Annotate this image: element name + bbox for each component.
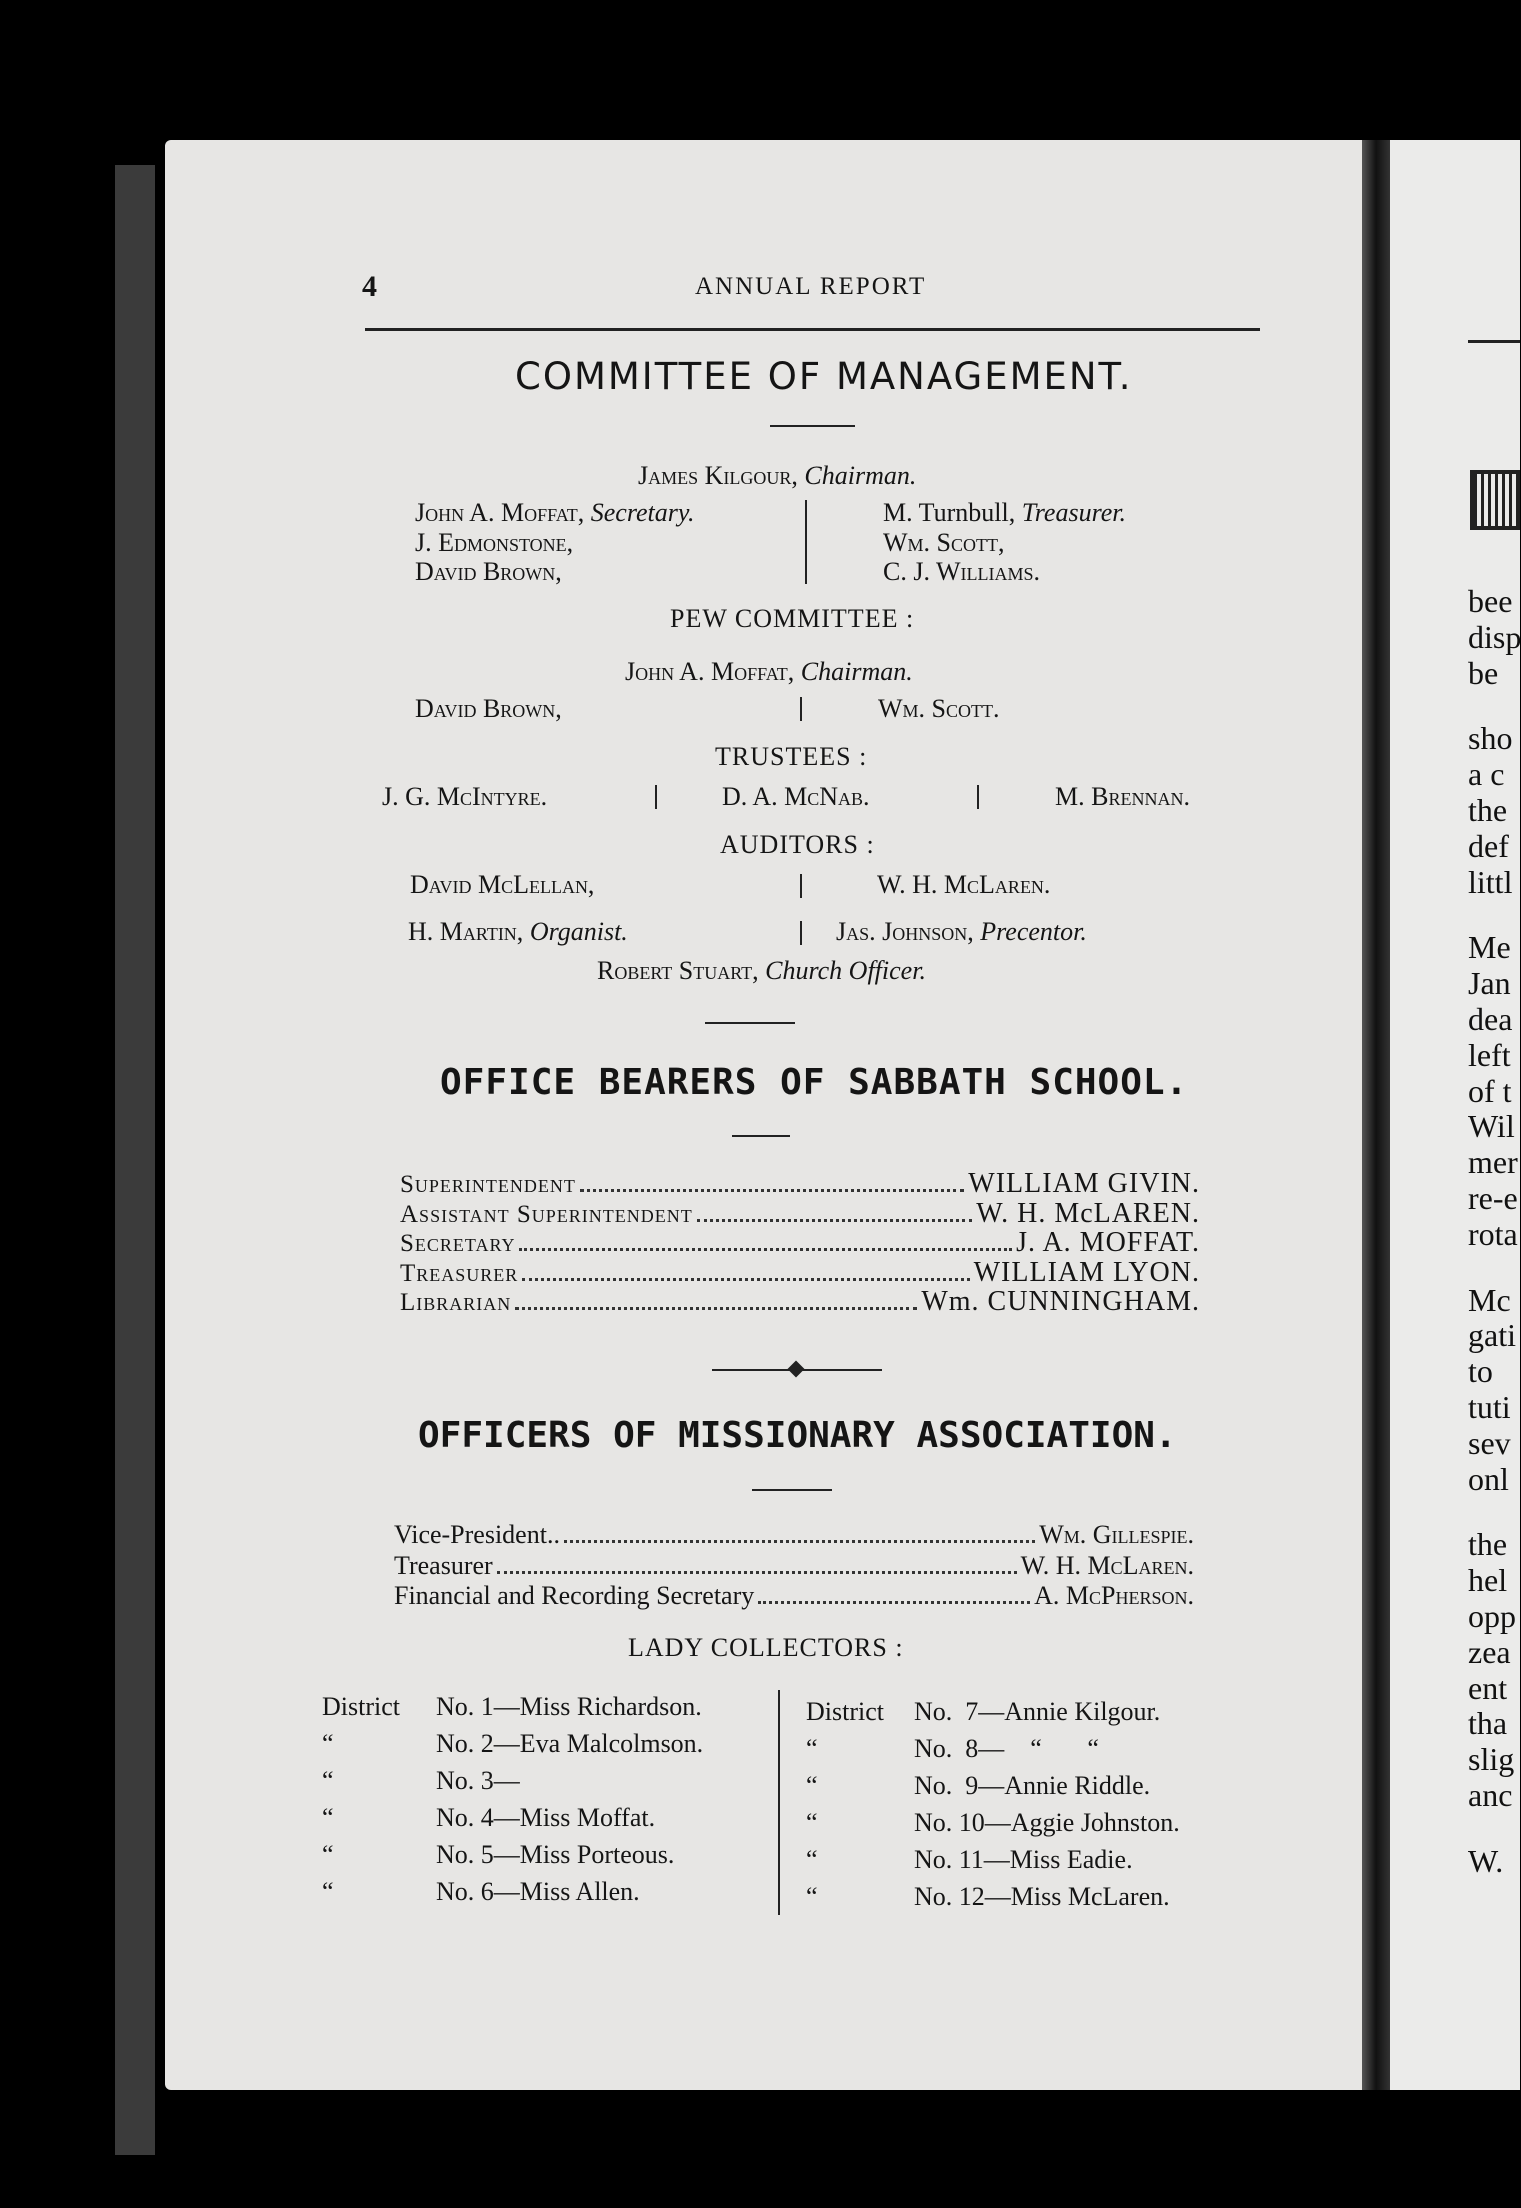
facing-page-line: the: [1468, 1526, 1508, 1563]
district-collector: No. 12—Miss McLaren.: [914, 1882, 1170, 1911]
secretary-name: John A. Moffat: [415, 498, 578, 527]
facing-page-line: a c: [1468, 756, 1505, 793]
column-divider: [800, 697, 802, 721]
pew-committee-title: PEW COMMITTEE :: [670, 604, 915, 633]
organist-name: H. Martin,: [408, 917, 524, 946]
auditors-title: AUDITORS :: [720, 830, 875, 859]
facing-page-line: Jan: [1468, 965, 1511, 1002]
district-collector: No. 9—Annie Riddle.: [914, 1771, 1151, 1800]
sabbath-row: [400, 1168, 1200, 1198]
office-label: Secretary: [400, 1230, 516, 1257]
sabbath-school-title: OFFICE BEARERS OF SABBATH SCHOOL.: [440, 1062, 1189, 1103]
dot-leader: [564, 1540, 1035, 1543]
district-row: [322, 1803, 703, 1840]
committee-member: Wm. Scott,: [883, 528, 1005, 557]
drop-cap: [1470, 470, 1520, 530]
district-mark: “: [806, 1808, 818, 1837]
short-rule: [770, 425, 855, 427]
facing-page-line: mer: [1468, 1144, 1518, 1181]
district-collector: No. 7—Annie Kilgour.: [914, 1697, 1161, 1726]
facing-page-line: anc: [1468, 1777, 1513, 1813]
office-holder: A. McPherson.: [1034, 1581, 1194, 1610]
short-rule: [732, 1135, 790, 1137]
facing-page-line: disp: [1468, 618, 1521, 655]
trustee-name: J. G. McIntyre.: [382, 782, 548, 811]
chairman-name: James Kilgour: [638, 461, 792, 490]
church-officer: [597, 956, 926, 986]
facing-page-line: W.: [1468, 1842, 1504, 1879]
short-rule: [705, 1022, 795, 1024]
pew-chairman-role: Chairman.: [800, 657, 913, 686]
facing-page-line: the: [1468, 792, 1508, 828]
book-gutter: [1362, 140, 1390, 2090]
district-row: [322, 1692, 703, 1729]
facing-page-line: dea: [1468, 1001, 1513, 1037]
dot-leader: [697, 1219, 973, 1222]
missionary-row: [394, 1581, 1194, 1612]
district-collector: No. 6—Miss Allen.: [436, 1877, 640, 1906]
pew-chairman-name: John A. Moffat,: [625, 657, 795, 686]
column-divider: [800, 921, 802, 945]
missionary-row: [394, 1520, 1194, 1551]
pew-member: Wm. Scott.: [878, 694, 1000, 723]
dot-leader: [515, 1307, 917, 1310]
office-holder: W. H. McLaren.: [1020, 1550, 1194, 1580]
treasurer-role: Treasurer.: [1021, 498, 1127, 527]
office-label: Superintendent: [400, 1171, 576, 1198]
facing-page-line: Mc: [1468, 1281, 1511, 1318]
facing-page-line: zea: [1468, 1633, 1511, 1670]
organist-role: Organist.: [529, 917, 628, 946]
auditor-name: David McLellan,: [410, 870, 595, 899]
missionary-row: [394, 1551, 1194, 1582]
district-mark: “: [806, 1882, 818, 1911]
sabbath-row: [400, 1227, 1200, 1257]
facing-page-line: onl: [1468, 1460, 1509, 1497]
sabbath-row: [400, 1257, 1200, 1287]
precentor-role: Precentor.: [980, 917, 1087, 946]
district-row: [806, 1808, 1180, 1845]
district-collector: No. 4—Miss Moffat.: [436, 1803, 656, 1832]
district-mark: “: [322, 1729, 334, 1758]
office-label: Financial and Recording Secretary: [394, 1581, 755, 1610]
office-holder: J. A. MOFFAT.: [1016, 1227, 1200, 1258]
district-mark: “: [322, 1877, 334, 1906]
dot-leader: [497, 1571, 1017, 1574]
committee-member: J. Edmonstone,: [415, 528, 574, 557]
committee-treasurer: M. Turnbull, Treasurer.: [883, 498, 1127, 527]
organist: [408, 917, 628, 947]
dot-leader: [522, 1278, 969, 1281]
facing-page-line: re-e: [1468, 1180, 1518, 1216]
district-mark: District: [322, 1692, 400, 1721]
district-row: [806, 1697, 1180, 1734]
district-mark: “: [806, 1845, 818, 1874]
facing-page-line: slig: [1468, 1741, 1515, 1778]
office-label: Vice-President..: [394, 1520, 560, 1549]
auditor-name: W. H. McLaren.: [877, 870, 1051, 899]
office-holder: WILLIAM GIVIN.: [968, 1168, 1200, 1199]
trustees-title: TRUSTEES :: [715, 742, 868, 771]
committee-member: David Brown,: [415, 557, 562, 586]
office-holder: Wm. CUNNINGHAM.: [921, 1286, 1200, 1317]
district-mark: District: [806, 1697, 884, 1726]
facing-page-line: gati: [1468, 1317, 1516, 1354]
committee-member: C. J. Williams.: [883, 557, 1041, 586]
district-list-left: [322, 1692, 703, 1914]
district-mark: “: [806, 1734, 818, 1763]
facing-page-line: sho: [1468, 720, 1513, 757]
facing-page-line: of t: [1468, 1072, 1512, 1109]
facing-page-line: opp: [1468, 1598, 1516, 1634]
district-row: [322, 1766, 703, 1803]
column-divider: [977, 785, 979, 809]
sabbath-school-list: [400, 1168, 1200, 1316]
committee-secretary: John A. Moffat, Secretary.: [415, 498, 695, 527]
column-divider: [655, 785, 657, 809]
facing-page-line: Wil: [1468, 1108, 1515, 1145]
missionary-list: [394, 1520, 1194, 1612]
district-row: [322, 1840, 703, 1877]
short-rule: [752, 1489, 832, 1491]
page-number: 4: [362, 270, 377, 303]
facing-page-line: littl: [1468, 863, 1513, 900]
chairman-role: Chairman.: [804, 461, 917, 490]
treasurer-name: M. Turnbull: [883, 498, 1009, 527]
facing-page-rule: [1468, 340, 1520, 343]
district-mark: “: [322, 1840, 334, 1869]
district-row: [322, 1877, 703, 1914]
sabbath-row: [400, 1286, 1200, 1316]
precentor-name: Jas. Johnson,: [836, 917, 974, 946]
facing-page-line: tha: [1468, 1705, 1508, 1742]
district-collector: No. 8— “ “: [914, 1734, 1099, 1763]
running-head: ANNUAL REPORT: [695, 273, 927, 300]
facing-page-line: tuti: [1468, 1389, 1511, 1425]
column-divider: [805, 500, 807, 584]
office-holder: W. H. McLAREN.: [976, 1197, 1200, 1229]
column-divider: [778, 1690, 780, 1915]
church-officer-name: Robert Stuart,: [597, 956, 759, 985]
facing-page-line: Me: [1468, 929, 1511, 966]
office-label: Treasurer: [400, 1259, 519, 1287]
book-edge: [115, 165, 155, 2155]
dot-leader: [519, 1248, 1012, 1251]
sabbath-row: [400, 1198, 1200, 1228]
trustee-name: D. A. McNab.: [722, 782, 870, 811]
district-list-right: [806, 1697, 1180, 1919]
office-label: Assistant Superintendent: [400, 1200, 693, 1228]
pew-member: David Brown,: [415, 694, 562, 723]
office-holder: WILLIAM LYON.: [973, 1256, 1200, 1288]
facing-page-line: def: [1468, 827, 1509, 864]
secretary-role: Secretary.: [590, 498, 695, 527]
header-rule: [365, 328, 1260, 331]
facing-page-line: hel: [1468, 1562, 1508, 1599]
district-row: [806, 1734, 1180, 1771]
district-collector: No. 5—Miss Porteous.: [436, 1840, 675, 1869]
dot-leader: [758, 1601, 1030, 1604]
facing-page-line: to: [1468, 1353, 1493, 1390]
district-row: [806, 1845, 1180, 1882]
office-holder: Wm. Gillespie.: [1039, 1520, 1194, 1549]
column-divider: [800, 874, 802, 898]
missionary-title: OFFICERS OF MISSIONARY ASSOCIATION.: [418, 1415, 1177, 1456]
district-collector: No. 11—Miss Eadie.: [914, 1845, 1133, 1874]
pew-chairman: [625, 657, 913, 687]
church-officer-role: Church Officer.: [765, 956, 926, 985]
facing-page-line: left: [1468, 1036, 1511, 1073]
district-collector: No. 3—: [436, 1766, 520, 1795]
district-row: [322, 1729, 703, 1766]
facing-page-line: ent: [1468, 1669, 1508, 1706]
committee-title: COMMITTEE OF MANAGEMENT.: [515, 355, 1133, 398]
dot-leader: [580, 1189, 964, 1192]
district-collector: No. 2—Eva Malcolmson.: [436, 1729, 704, 1758]
trustee-name: M. Brennan.: [1055, 782, 1190, 811]
office-label: Treasurer: [394, 1550, 493, 1580]
district-collector: No. 1—Miss Richardson.: [436, 1692, 702, 1721]
facing-page-line: sev: [1468, 1424, 1511, 1461]
district-mark: “: [806, 1771, 818, 1800]
district-row: [806, 1771, 1180, 1808]
facing-page-line: bee: [1468, 583, 1513, 619]
lady-collectors-title: LADY COLLECTORS :: [628, 1633, 904, 1662]
district-mark: “: [322, 1766, 334, 1795]
district-row: [806, 1882, 1180, 1919]
committee-chairman: James Kilgour, Chairman.: [638, 461, 917, 490]
district-mark: “: [322, 1803, 334, 1832]
district-collector: No. 10—Aggie Johnston.: [914, 1808, 1180, 1837]
precentor: [836, 917, 1087, 947]
office-label: Librarian: [400, 1289, 512, 1316]
facing-page-line: be: [1468, 654, 1499, 691]
facing-page-line: rota: [1468, 1215, 1518, 1252]
